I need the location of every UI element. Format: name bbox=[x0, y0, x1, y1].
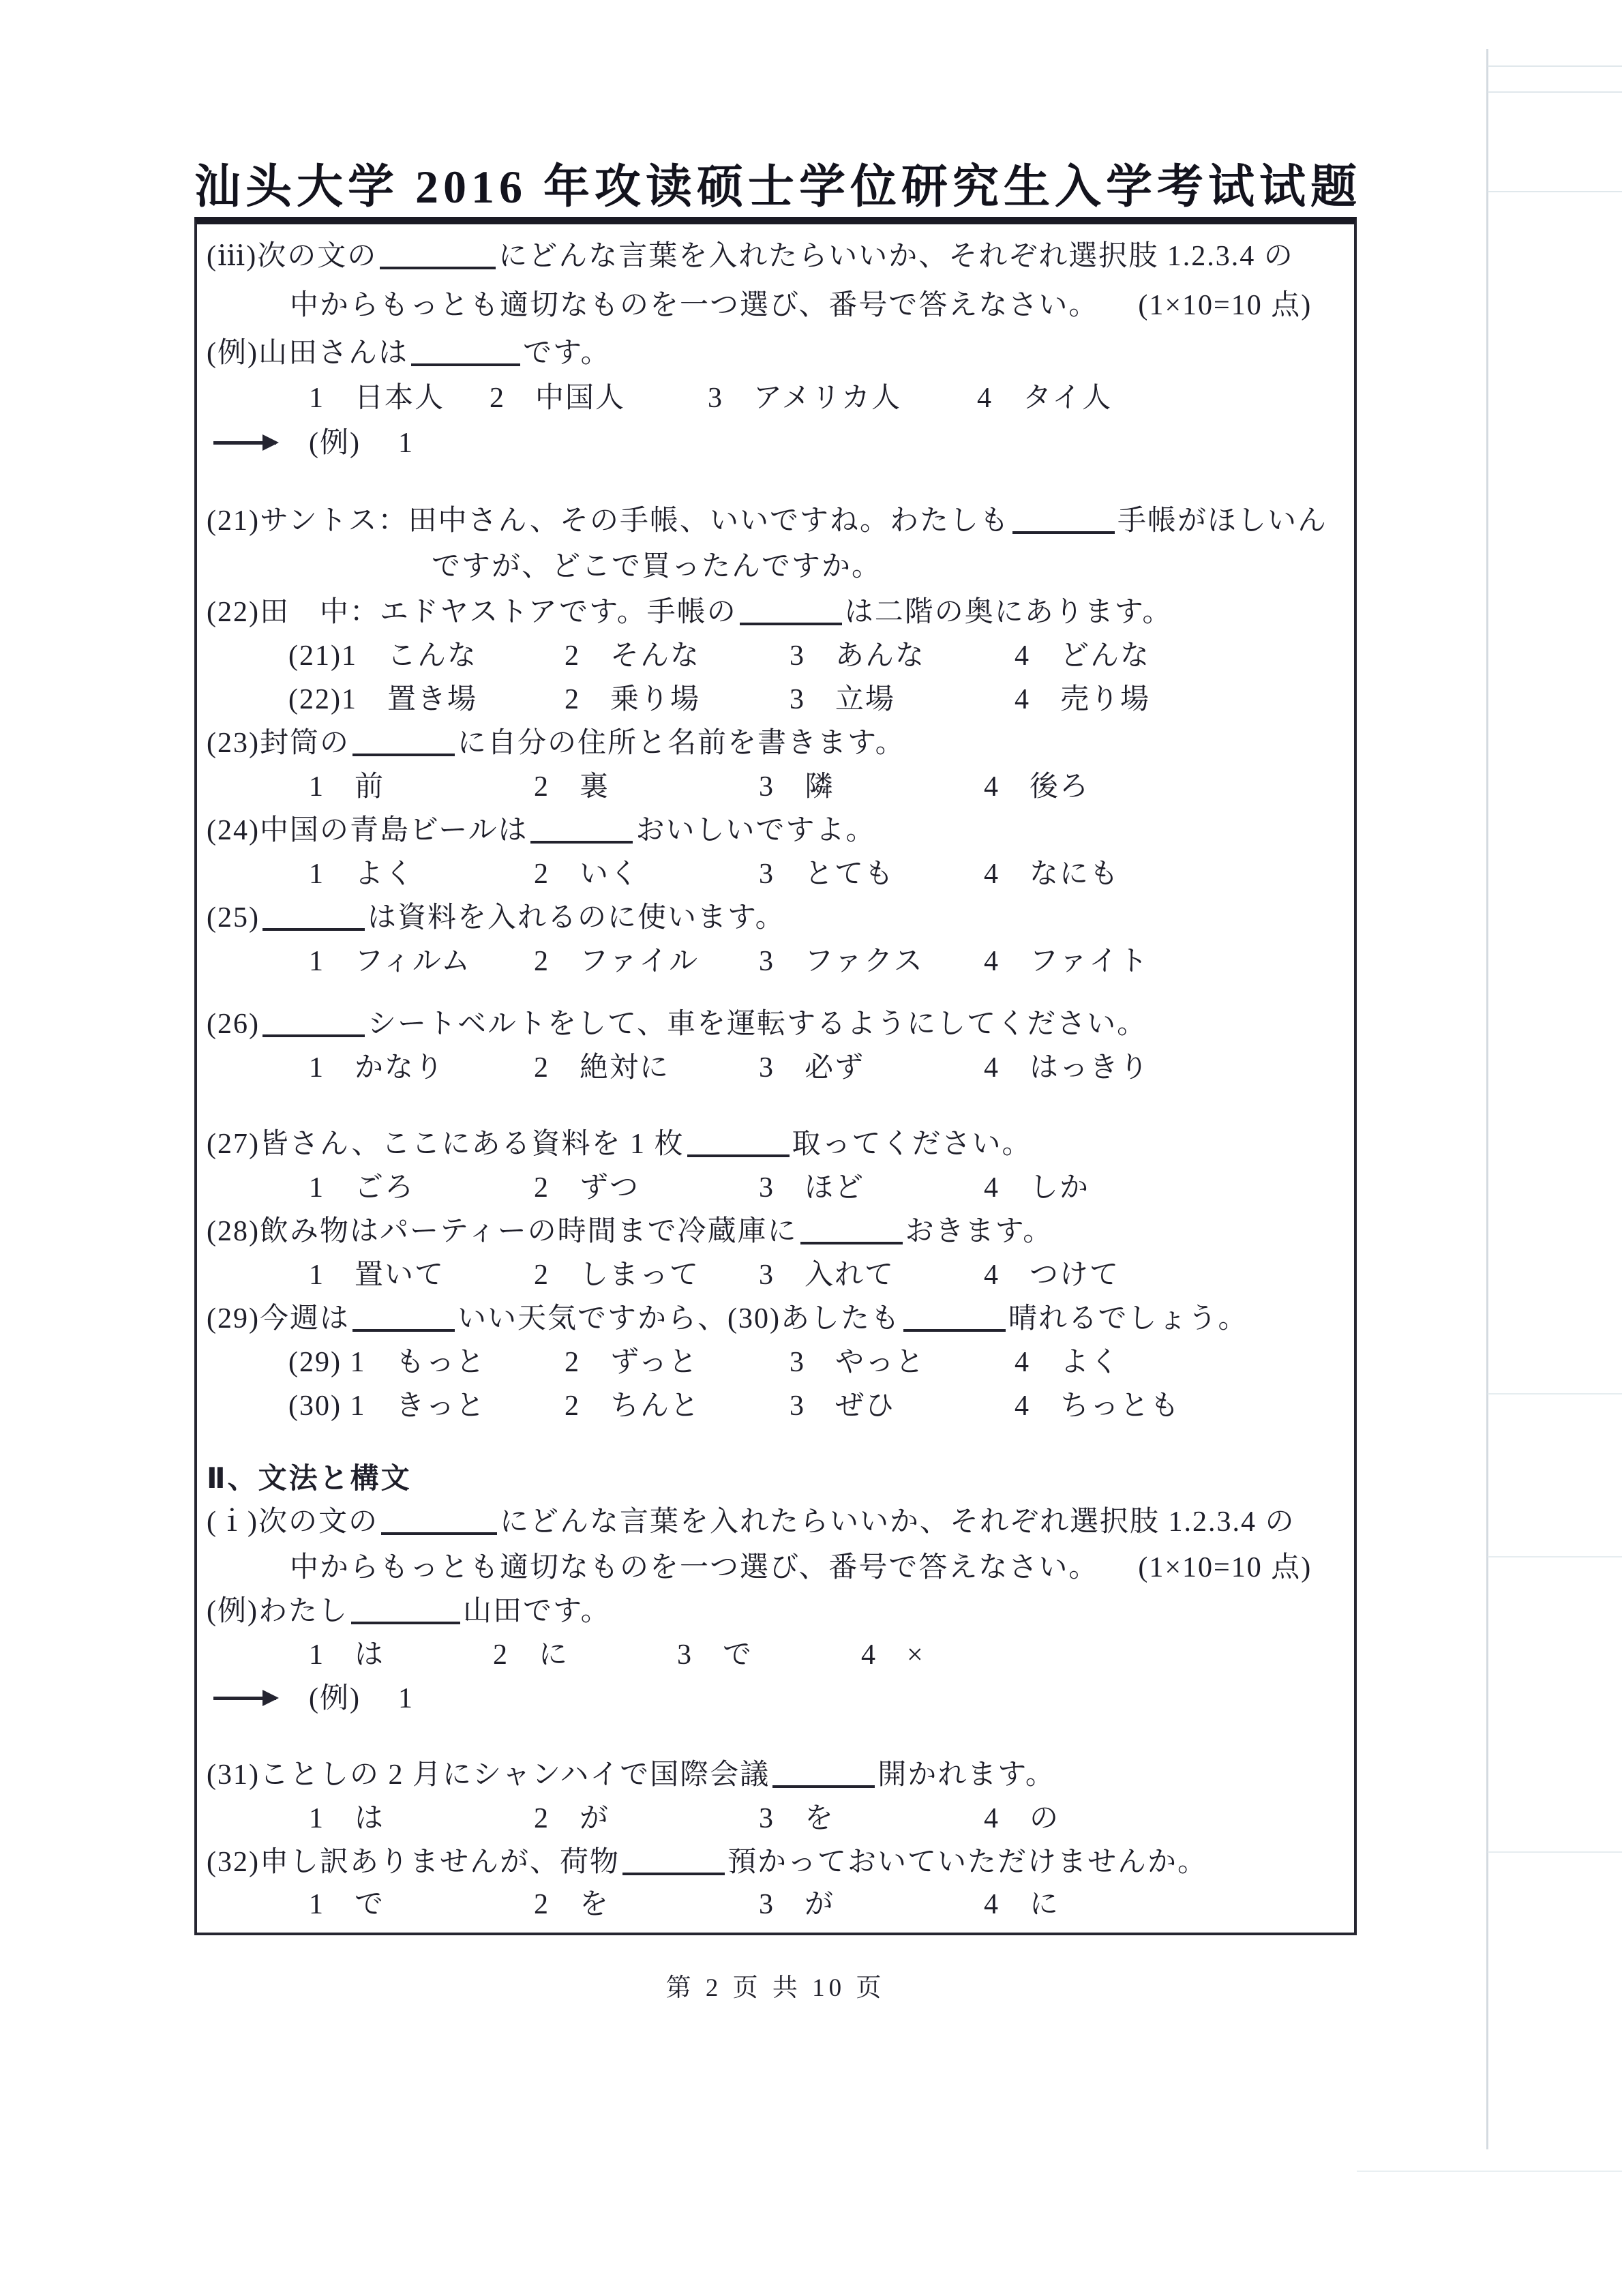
question-text: 取ってください。 bbox=[792, 1129, 1032, 1160]
question-text: 預かっておいていただけませんか。 bbox=[727, 1847, 1207, 1878]
scan-artifact-line bbox=[1488, 191, 1622, 192]
q26-options-row bbox=[207, 1049, 1338, 1086]
option-cell: 1 は bbox=[309, 1803, 385, 1834]
blank-underline bbox=[772, 1762, 875, 1788]
option-cell: (29) 1 もっと bbox=[288, 1347, 486, 1378]
question-text: 山田です。 bbox=[462, 1596, 611, 1627]
option-cell: 1 フィルム bbox=[309, 946, 471, 977]
option-cell: 4 × bbox=[861, 1639, 925, 1671]
q26-line bbox=[207, 1006, 1338, 1043]
option-cell: 3 入れて bbox=[759, 1259, 895, 1291]
points-label: (1×10=10 点) bbox=[1138, 1552, 1312, 1583]
blank-underline bbox=[352, 730, 455, 756]
option-cell: (22)1 置き場 bbox=[288, 684, 477, 715]
q31-options-row bbox=[207, 1800, 1338, 1837]
option-cell: 4 よく bbox=[1015, 1347, 1121, 1378]
q24-options-row bbox=[207, 856, 1338, 893]
answer-label: (例) bbox=[309, 1683, 361, 1714]
exam-content-box bbox=[194, 217, 1357, 1935]
question-text: 中からもっとも適切なものを一つ選び、番号で答えなさい。 bbox=[290, 1552, 1099, 1583]
option-cell: 2 を bbox=[534, 1889, 610, 1920]
blank-underline bbox=[687, 1131, 790, 1157]
question-text: (例)山田さんは bbox=[207, 338, 408, 369]
s1-intro-line1 bbox=[207, 238, 1338, 275]
option-cell: 1 で bbox=[309, 1889, 385, 1920]
question-text: いい天気ですから、(30)あしたも bbox=[457, 1303, 901, 1335]
q31-line bbox=[207, 1757, 1338, 1793]
option-cell: 3 あんな bbox=[790, 640, 926, 672]
page-number-footer: 第 2 页 共 10 页 bbox=[665, 1974, 886, 2002]
question-text: (25) bbox=[207, 902, 260, 934]
option-cell: 3 アメリカ人 bbox=[708, 383, 902, 414]
scan-artifact-line bbox=[1488, 1556, 1622, 1557]
option-cell: 2 そんな bbox=[565, 640, 701, 672]
q32-options-row bbox=[207, 1886, 1338, 1923]
option-cell: 4 売り場 bbox=[1015, 684, 1151, 715]
option-cell: 3 ほど bbox=[759, 1172, 865, 1204]
question-text: 手帳がほしいん bbox=[1117, 505, 1327, 537]
s1-example-answer bbox=[207, 425, 1338, 462]
answer-label: (例) bbox=[309, 428, 361, 459]
blank-underline bbox=[351, 1598, 460, 1624]
option-cell: 1 かなり bbox=[309, 1052, 445, 1084]
blank-underline bbox=[903, 1306, 1006, 1332]
q21-options-row bbox=[207, 638, 1338, 674]
blank-underline bbox=[381, 1509, 497, 1535]
option-cell: 2 裏 bbox=[534, 771, 610, 803]
answer-value: 1 bbox=[397, 1683, 414, 1714]
option-cell: 3 必ず bbox=[759, 1052, 865, 1084]
option-cell: 4 の bbox=[984, 1803, 1060, 1834]
q32-line bbox=[207, 1844, 1338, 1881]
blank-underline bbox=[352, 1306, 455, 1332]
option-cell: 3 やっと bbox=[790, 1347, 926, 1378]
question-text: にどんな言葉を入れたらいいか、それぞれ選択肢 1.2.3.4 の bbox=[499, 1506, 1295, 1538]
option-cell: 1 よく bbox=[309, 859, 415, 890]
option-cell: 2 ファイル bbox=[534, 946, 700, 977]
option-cell: 4 どんな bbox=[1015, 640, 1151, 672]
s1-example-options bbox=[207, 380, 1338, 417]
question-text: (ⅲ)次の文の bbox=[207, 241, 378, 272]
long-arrow-icon bbox=[213, 441, 276, 445]
option-cell: 1 ごろ bbox=[309, 1172, 415, 1204]
blank-underline bbox=[262, 905, 365, 931]
q27-line bbox=[207, 1126, 1338, 1163]
s1-example-line bbox=[207, 335, 1338, 372]
s2-example-line bbox=[207, 1593, 1338, 1630]
option-cell: 1 は bbox=[309, 1639, 385, 1671]
question-text: に自分の住所と名前を書きます。 bbox=[457, 728, 905, 759]
question-text: ですが、どこで買ったんですか。 bbox=[432, 551, 882, 582]
option-cell: 3 で bbox=[677, 1639, 753, 1671]
answer-value: 1 bbox=[397, 428, 414, 459]
option-cell: 2 いく bbox=[534, 859, 640, 890]
question-text: (23)封筒の bbox=[207, 728, 350, 759]
option-cell: 4 タイ人 bbox=[977, 383, 1113, 414]
q23-line bbox=[207, 725, 1338, 762]
option-cell: 2 が bbox=[534, 1803, 610, 1834]
blank-underline bbox=[380, 243, 496, 269]
blank-underline bbox=[800, 1219, 903, 1244]
scan-artifact-line bbox=[1488, 1393, 1622, 1395]
question-text: (21)サントス：田中さん、その手帳、いいですね。わたしも bbox=[207, 505, 1010, 537]
question-text: (27)皆さん、ここにある資料を 1 枚 bbox=[207, 1129, 685, 1160]
question-text: にどんな言葉を入れたらいいか、それぞれ選択肢 1.2.3.4 の bbox=[498, 241, 1294, 272]
question-text: (26) bbox=[207, 1009, 260, 1040]
question-text: (28)飲み物はパーティーの時間まで冷蔵庫に bbox=[207, 1216, 798, 1247]
q28-line bbox=[207, 1213, 1338, 1250]
q27-options-row bbox=[207, 1169, 1338, 1206]
option-cell: 4 ファイト bbox=[984, 946, 1150, 977]
option-cell: 2 絶対に bbox=[534, 1052, 670, 1084]
option-cell: (21)1 こんな bbox=[288, 640, 477, 672]
option-cell: 4 しか bbox=[984, 1172, 1090, 1204]
question-text: (ｉ)次の文の bbox=[207, 1506, 378, 1538]
option-cell: 2 乗り場 bbox=[565, 684, 701, 715]
blank-underline bbox=[740, 599, 842, 625]
q25-line bbox=[207, 899, 1338, 936]
option-cell: 2 に bbox=[493, 1639, 569, 1671]
option-cell: 1 置いて bbox=[309, 1259, 445, 1291]
option-cell: 3 ぜひ bbox=[790, 1390, 896, 1422]
option-cell: 3 が bbox=[759, 1889, 835, 1920]
question-text: (22)田 中：エドヤストアです。手帳の bbox=[207, 597, 737, 628]
s2-example-answer bbox=[207, 1680, 1338, 1717]
question-text: 晴れるでしょう。 bbox=[1008, 1303, 1248, 1335]
blank-underline bbox=[622, 1849, 725, 1875]
scan-artifact-vertical-line bbox=[1486, 49, 1488, 2149]
s2-intro-line1 bbox=[207, 1504, 1338, 1540]
option-cell: 4 後ろ bbox=[984, 771, 1090, 803]
scan-artifact-line bbox=[1488, 1851, 1622, 1853]
scan-artifact-line bbox=[1488, 91, 1622, 93]
question-text: おきます。 bbox=[905, 1216, 1053, 1247]
q29-q30-line bbox=[207, 1300, 1338, 1337]
question-text: 開かれます。 bbox=[877, 1759, 1055, 1791]
question-text: (32)申し訳ありませんが、荷物 bbox=[207, 1847, 620, 1878]
option-cell: (30) 1 きっと bbox=[288, 1390, 486, 1422]
question-text: は資料を入れるのに使います。 bbox=[367, 902, 785, 934]
option-cell: 2 ずつ bbox=[534, 1172, 640, 1204]
option-cell: 1 日本人 bbox=[309, 383, 445, 414]
question-text: (24)中国の青島ビールは bbox=[207, 815, 528, 846]
q21-continuation bbox=[207, 548, 1338, 585]
question-text: おいしいですよ。 bbox=[635, 815, 876, 846]
option-cell: 4 に bbox=[984, 1889, 1060, 1920]
page-title: 汕头大学 2016 年攻读硕士学位研究生入学考试试题 bbox=[194, 161, 1362, 213]
s1-intro-line2 bbox=[207, 287, 1338, 324]
q25-options-row bbox=[207, 943, 1338, 980]
question-text: (例)わたし bbox=[207, 1596, 348, 1627]
option-cell: 1 前 bbox=[309, 771, 385, 803]
question-text: は二階の奥にあります。 bbox=[844, 597, 1173, 628]
question-text: (29)今週は bbox=[207, 1303, 350, 1335]
option-cell: 3 隣 bbox=[759, 771, 835, 803]
option-cell: 3 ファクス bbox=[759, 946, 924, 977]
blank-underline bbox=[262, 1011, 365, 1037]
question-text: (31)ことしの 2 月にシャンハイで国際会議 bbox=[207, 1759, 770, 1791]
q28-options-row bbox=[207, 1257, 1338, 1294]
s2-example-options bbox=[207, 1637, 1338, 1673]
points-label: (1×10=10 点) bbox=[1138, 290, 1312, 321]
scan-artifact-line bbox=[1488, 65, 1622, 67]
scan-artifact-line bbox=[1357, 2171, 1622, 2172]
option-cell: 4 つけて bbox=[984, 1259, 1120, 1291]
option-cell: 2 しまって bbox=[534, 1259, 700, 1291]
s2-intro-line2 bbox=[207, 1549, 1338, 1586]
blank-underline bbox=[411, 340, 520, 366]
q21-line bbox=[207, 503, 1338, 539]
q30-options-row bbox=[207, 1388, 1338, 1425]
blank-underline bbox=[530, 818, 633, 844]
option-cell: 3 とても bbox=[759, 859, 895, 890]
q29-options-row bbox=[207, 1344, 1338, 1381]
option-cell: 4 ちっとも bbox=[1015, 1390, 1181, 1422]
option-cell: 3 を bbox=[759, 1803, 835, 1834]
q22-line bbox=[207, 594, 1338, 631]
q22-options-row bbox=[207, 681, 1338, 718]
option-cell: 2 中国人 bbox=[490, 383, 626, 414]
option-cell: 3 立場 bbox=[790, 684, 896, 715]
q24-line bbox=[207, 812, 1338, 849]
question-text: 中からもっとも適切なものを一つ選び、番号で答えなさい。 bbox=[290, 290, 1099, 321]
option-cell: 4 なにも bbox=[984, 859, 1120, 890]
option-cell: 2 ちんと bbox=[565, 1390, 701, 1422]
question-text: シートベルトをして、車を運転するようにしてください。 bbox=[367, 1009, 1147, 1040]
option-cell: 4 はっきり bbox=[984, 1052, 1150, 1084]
long-arrow-icon bbox=[213, 1697, 276, 1700]
section-heading-text: Ⅱ、文法と構文 bbox=[207, 1462, 412, 1494]
section2-heading bbox=[207, 1460, 1338, 1497]
q23-options-row bbox=[207, 769, 1338, 805]
option-cell: 2 ずっと bbox=[565, 1347, 699, 1378]
question-text: です。 bbox=[522, 338, 611, 369]
blank-underline bbox=[1012, 508, 1115, 534]
